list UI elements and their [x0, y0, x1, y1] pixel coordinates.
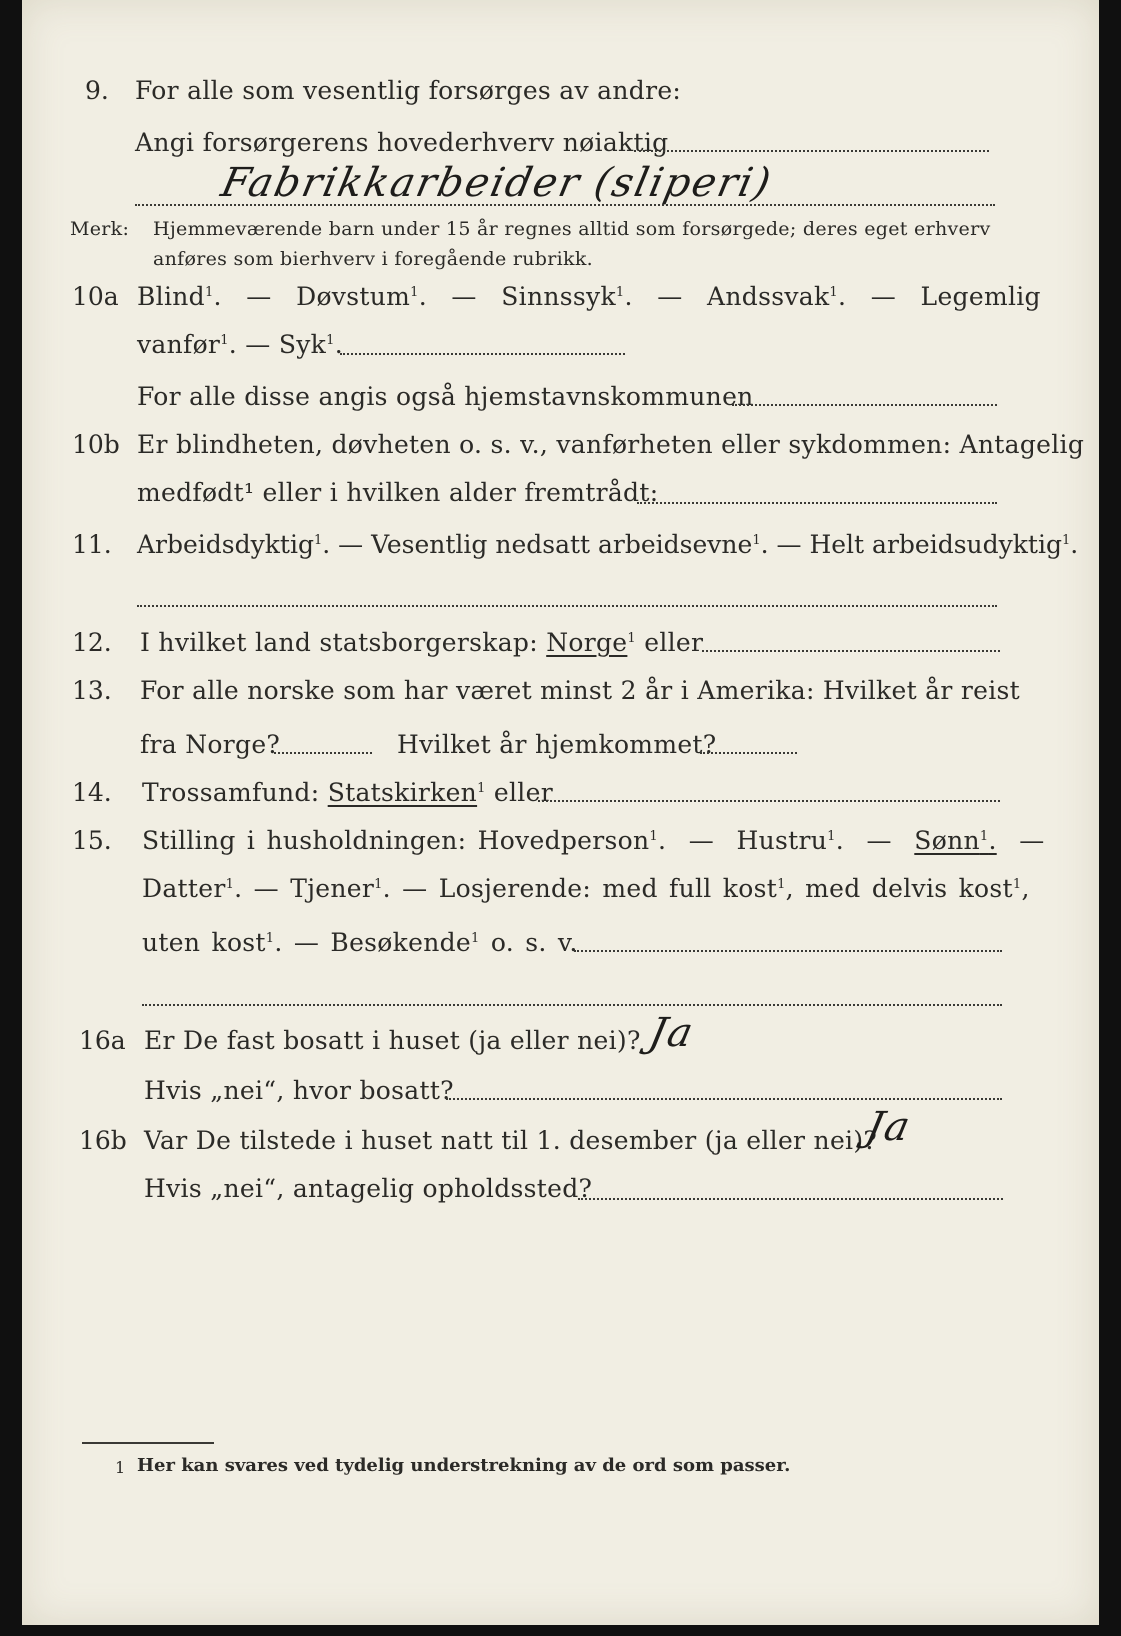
q10a-line1: Blind$^1$. — Døvstum$^1$. — Sinnssyk$^1$. — Andssvak$^1$. — Legemlig — [137, 282, 1041, 311]
q15-line3-dots — [574, 950, 1002, 952]
q16a-line2-dots — [446, 1098, 1002, 1100]
q10a-number: 10a — [72, 282, 119, 311]
q10b-line2-dots — [637, 502, 997, 504]
census-form-page — [22, 0, 1099, 1625]
q15-hustru: Hustru — [736, 826, 828, 855]
q15-line1: Stilling i husholdningen: Hovedperson$^1$. — Hustru$^1$. — Sønn$^1$. — — [142, 826, 1045, 855]
q12-text: I hvilket land statsborgerskap: — [140, 628, 538, 657]
merk-line2: anføres som bierhverv i foregående rubrikk. — [153, 248, 593, 270]
q12-eller: eller — [644, 628, 704, 657]
q10a-line3-dots — [732, 404, 997, 406]
q11-arbeidsdyktig: Arbeidsdyktig — [137, 530, 314, 559]
q10a-blind: Blind — [137, 282, 205, 311]
q14-dots — [538, 800, 1000, 802]
q9-line2: Angi forsørgerens hovederhverv nøiaktig — [135, 128, 669, 157]
footnote-text: Her kan svares ved tydelig understrekning av de ord som passer. — [137, 1455, 791, 1476]
q14-text: Trossamfund: — [142, 778, 320, 807]
q16b-handwritten-answer: Ja — [862, 1104, 916, 1150]
merk-line1: Hjemmeværende barn under 15 år regnes alltid som forsørgede; deres eget erhverv — [153, 218, 991, 240]
q15-osv: o. s. v. — [490, 928, 578, 957]
q12-line: I hvilket land statsborgerskap: Norge$^1$ eller — [140, 628, 704, 657]
q16a-handwritten-answer: Ja — [645, 1010, 699, 1056]
q10a-line2: vanfør$^1$. — Syk$^1$. — [137, 330, 343, 359]
q13-hjem: Hvilket år hjemkommet? — [397, 730, 717, 759]
q10a-line3: For alle disse angis også hjemstavnskommunen — [137, 382, 754, 411]
q15-besokende: Besøkende — [330, 928, 471, 957]
q15-extra-dots — [142, 1004, 1002, 1006]
q15-hovedperson: Stilling i husholdningen: Hovedperson — [142, 826, 650, 855]
q10b-line2: medfødt¹ eller i hvilken alder fremtrådt: — [137, 478, 659, 507]
q16b-number: 16b — [79, 1126, 127, 1155]
q11-dots — [137, 605, 997, 607]
q15-line2: Datter$^1$. — Tjener$^1$. — Losjerende: med full kost$^1$, med delvis kost$^1$, — [142, 874, 1030, 903]
q10a-syk: Syk — [278, 330, 327, 359]
q15-datter: Datter — [142, 874, 226, 903]
q13-hjem-dots — [700, 752, 797, 754]
q14-eller: eller — [493, 778, 553, 807]
q14-number: 14. — [72, 778, 112, 807]
q16b-line1: Var De tilstede i huset natt til 1. desember (ja eller nei)? — [144, 1126, 878, 1155]
q15-delvis: med delvis kost — [805, 874, 1013, 903]
q13-line1: For alle norske som har været minst 2 år i Amerika: Hvilket år reist — [140, 676, 1021, 705]
q15-sonn: Sønn — [914, 826, 980, 855]
q9-handwritten-answer: Fabrikkarbeider (sliperi) — [217, 160, 777, 206]
q9-line1: For alle som vesentlig forsørges av andre: — [135, 76, 682, 105]
q9-number: 9. — [85, 76, 109, 105]
q10b-line1: Er blindheten, døvheten o. s. v., vanførheten eller sykdommen: Antagelig — [137, 430, 1085, 459]
q11-number: 11. — [72, 530, 112, 559]
q12-number: 12. — [72, 628, 112, 657]
q14-line: Trossamfund: Statskirken$^1$ eller — [142, 778, 553, 807]
q15-tjener: Tjener — [290, 874, 375, 903]
q16a-line1: Er De fast bosatt i huset (ja eller nei)? — [144, 1026, 641, 1055]
q15-losjerende: Losjerende: med full kost — [438, 874, 778, 903]
q10b-number: 10b — [72, 430, 120, 459]
q10a-sinnssyk: Sinnssyk — [501, 282, 616, 311]
q15-number: 15. — [72, 826, 112, 855]
q10a-vanfor: vanfør — [137, 330, 221, 359]
q10a-dovstum: Døvstum — [296, 282, 411, 311]
q11-nedsatt: Vesentlig nedsatt arbeidsevne — [371, 530, 753, 559]
q9-answer-dots — [135, 204, 995, 206]
q14-statskirken: Statskirken — [327, 778, 478, 807]
footnote-mark: 1 — [115, 1458, 126, 1477]
q12-dots — [702, 650, 1000, 652]
q13-fra: fra Norge? — [140, 730, 281, 759]
q11-udyktig: Helt arbeidsudyktig — [809, 530, 1062, 559]
q10a-andssvak: Andssvak — [707, 282, 830, 311]
q16a-number: 16a — [79, 1026, 126, 1055]
q10a-line2-dots — [340, 353, 625, 355]
q10a-legemlig: Legemlig — [920, 282, 1041, 311]
q16b-line2: Hvis „nei“, antagelig opholdssted? — [144, 1174, 593, 1203]
footnote-rule — [82, 1442, 214, 1444]
q12-norge: Norge — [546, 628, 628, 657]
q15-uten-kost: uten kost — [142, 928, 266, 957]
q13-fra-dots — [274, 752, 372, 754]
q16a-line2: Hvis „nei“, hvor bosatt? — [144, 1076, 454, 1105]
q16b-line2-dots — [578, 1198, 1003, 1200]
merk-label: Merk: — [70, 218, 130, 240]
q11-line: Arbeidsdyktig$^1$. — Vesentlig nedsatt arbeidsevne$^1$. — Helt arbeidsudyktig$^1$. — [137, 530, 1079, 559]
q9-line2-dots — [634, 150, 989, 152]
q13-number: 13. — [72, 676, 112, 705]
q15-line3: uten kost$^1$. — Besøkende$^1$ o. s. v. — [142, 928, 578, 957]
